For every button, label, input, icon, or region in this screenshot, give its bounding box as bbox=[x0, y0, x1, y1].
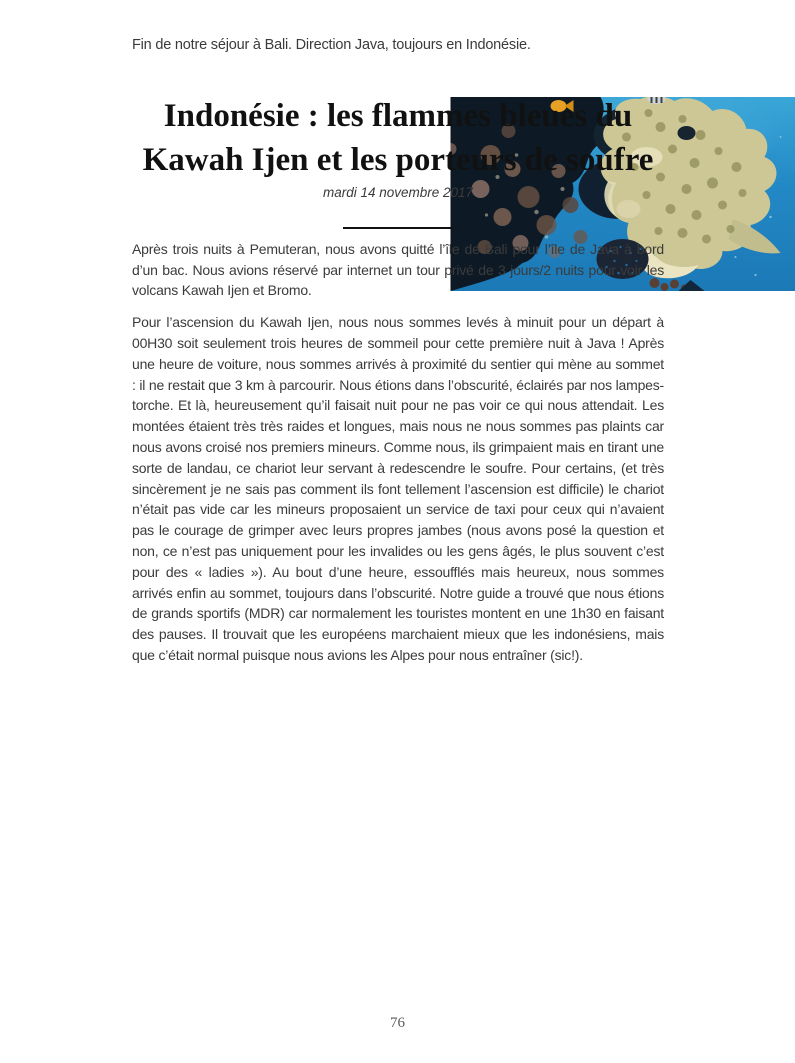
photo-caption: Fin de notre séjour à Bali. Direction Java, toujours en Indonésie. bbox=[132, 37, 531, 53]
article-title: Indonésie : les flammes bleues du Kawah Ijen et les porteurs de soufre bbox=[142, 98, 654, 178]
paragraph-2: Pour l’ascension du Kawah Ijen, nous nous sommes levés à minuit pour un départ à 00H30 soit seulement trois heures de sommeil pour cette première nuit à Java ! Après une heure de voiture, nous sommes arrivés à proximité du sentier qui mène au sommet : il ne restait que 3 km à parcourir. Nous étions dans l’obscurité, éclairés par nos lampes-torche. Et là, heureusement qu’il faisait nuit pour ne pas voir ce qui nous attendait. Les montées étaient très très raides et longues, mais nous ne nous sommes pas plaints car nous avons croisé nos premiers mineurs. Comme nous, ils grimpaient mais en tirant une sorte de landau, ce chariot leur servant à redescendre le soufre. Pour certains, (et très sincèrement je ne sais pas comment ils font tellement l’ascension est difficile) le chariot n’était pas vide car les mineurs proposaient un service de taxi pour ceux qui n’avaient pas le courage de grimper avec leurs propres jambes (nous avons posé la question et non, ce n’est pas uniquement pour les invalides ou les gens âgés, le plus souvent c’est pour des « ladies »). Au bout d’une heure, essoufflés mais heureux, nous sommes arrivés enfin au sommet, toujours dans l’obscurité. Notre guide a trouvé que nous étions de grands sportifs (MDR) car normalement les touristes montent en une 1h30 en faisant des pauses. Il trouvait que les européens marchaient mieux que les indonésiens, mais que c’était normal puisque nous avions les Alpes pour nous entraîner (sic!). bbox=[132, 314, 664, 663]
section-divider bbox=[343, 227, 453, 229]
page-number: 76 bbox=[390, 1015, 405, 1031]
dark-fish bbox=[677, 126, 695, 140]
article-date: mardi 14 novembre 2017 bbox=[322, 184, 474, 200]
paragraph-1: Après trois nuits à Pemuteran, nous avons quitté l’île de Bali pour l’île de Java à bord d’un bac. Nous avions réservé par internet un tour privé de 3 jours/2 nuits pour voir les volcans Kawah Ijen et Bromo. bbox=[132, 240, 664, 299]
